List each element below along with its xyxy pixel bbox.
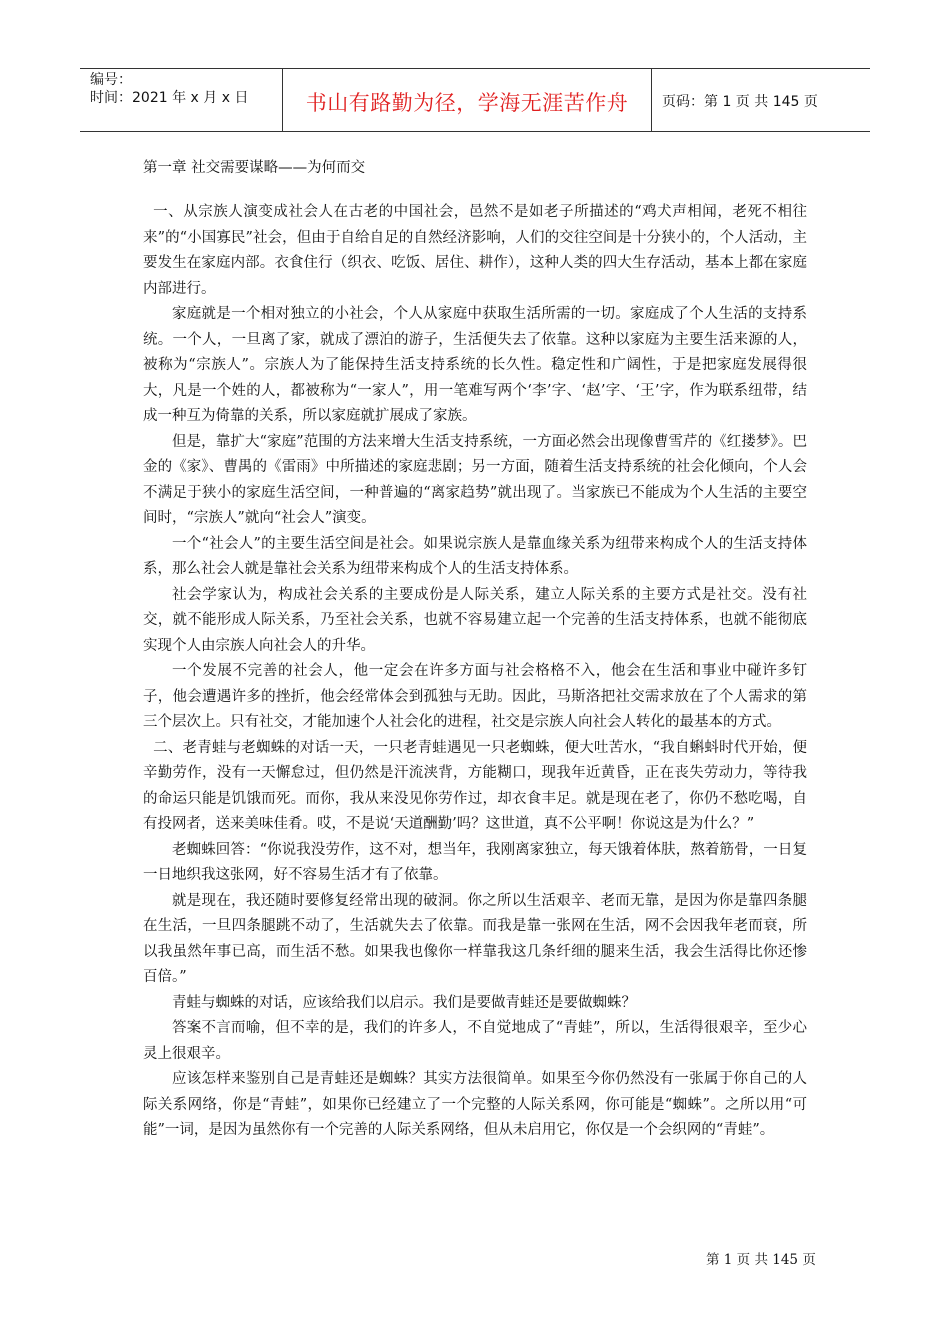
paragraph: 一个发展不完善的社会人，他一定会在许多方面与社会格格不入，他会在生活和事业中碰许多钉子，他会遭遇许多的挫折，他会经常体会到孤独与无助。因此，马斯洛把社交需求放在了个人需求的第三个层次上。只有社交，才能加速个人社会化的进程，社交是宗族人向社会人转化的最基本的方式。: [143, 663, 807, 730]
paragraph: 但是，靠扩大“家庭”范围的方法来增大生活支持系统，一方面必然会出现像曹雪芹的《红搂梦》。巴金的《家》、曹禺的《雷雨》中所描述的家庭悲剧；另一方面，随着生活支持系统的社会化倾向，个人会不满足于狭小的家庭生活空间，一种普遍的“离家趋势”就出现了。当家族已不能成为个人生活的主要空间时，“宗族人”就向“社会人”演变。: [143, 433, 807, 526]
page-header: [80, 68, 870, 132]
document-time-label: 时间：2021 年 x 月 x 日: [90, 90, 249, 106]
paragraph: 一、从宗族人演变成社会人在古老的中国社会，邑然不是如老子所描述的“鸡犬声相闻，老死不相往来”的“小国寡民”社会，但由于自给自足的自然经济影响，人们的交往空间是十分狭小的，个人活动，主要发生在家庭内部。衣食住行（织衣、吃饭、居住、耕作），这种人类的四大生存活动，基本上都在家庭内部进行。: [143, 204, 807, 297]
chapter-title: 第一章 社交需要谋略——为何而交: [143, 160, 366, 176]
paragraph: 一个“社会人”的主要生活空间是社会。如果说宗族人是靠血缘关系为纽带来构成个人的生活支持体系，那么社会人就是靠社会关系为纽带来构成个人的生活支持体系。: [143, 535, 807, 577]
paragraph: 家庭就是一个相对独立的小社会，个人从家庭中获取生活所需的一切。家庭成了个人生活的支持系统。一个人，一旦离了家，就成了漂泊的游子，生活便失去了依靠。这种以家庭为主要生活来源的人，被称为“宗族人”。宗族人为了能保持生活支持系统的长久性。稳定性和广阔性，于是把家庭发展得很大，凡是一个姓的人，都被称为“一家人”，用一笔难写两个‘李’字、‘赵’字、‘王’字，作为联系纽带，结成一种互为倚靠的关系，所以家庭就扩展成了家族。: [143, 306, 807, 424]
header-left-cell: [80, 69, 280, 131]
header-page-info: 页码：第 1 页 共 145 页: [662, 94, 818, 110]
document-body: [143, 200, 807, 1144]
page-footer: 第 1 页 共 145 页: [706, 1252, 816, 1268]
document-number-label: 编号：: [90, 72, 132, 88]
paragraph: 社会学家认为，构成社会关系的主要成份是人际关系，建立人际关系的主要方式是社交。没有社交，就不能形成人际关系，乃至社会关系，也就不容易建立起一个完善的生活支持体系，也就不能彻底实现个人由宗族人向社会人的升华。: [143, 586, 807, 654]
paragraph: 应该怎样来鉴别自己是青蛙还是蜘蛛？其实方法很简单。如果至今你仍然没有一张属于你自己的人际关系网络，你是“青蛙”，如果你已经建立了一个完整的人际关系网，你可能是“蜘蛛”。之所以用“可能”一词，是因为虽然你有一个完善的人际关系网络，但从未启用它，你仅是一个会织网的“青蛙”。: [143, 1071, 807, 1138]
paragraph: 就是现在，我还随时要修复经常出现的破洞。你之所以生活艰辛、老而无靠，是因为你是靠四条腿在生活，一旦四条腿跳不动了，生活就失去了依靠。而我是靠一张网在生活，网不会因我年老而衰，所以我虽然年事已高，而生活不愁。如果我也像你一样靠我这几条纤细的腿来生活，我会生活得比你还惨百倍。”: [143, 892, 807, 985]
paragraph: 答案不言而喻，但不幸的是，我们的许多人，不自觉地成了“青蛙”，所以，生活得很艰辛，至少心灵上很艰辛。: [143, 1020, 807, 1062]
paragraph: 青蛙与蜘蛛的对话，应该给我们以启示。我们是要做青蛙还是要做蜘蛛？: [172, 994, 636, 1011]
paragraph: 老蜘蛛回答：“你说我没劳作，这不对，想当年，我刚离家独立，每天饿着体肤，熬着筋骨，一日复一日地织我这张网，好不容易生活才有了依靠。: [143, 841, 807, 883]
paragraph: 二、老青蛙与老蜘蛛的对话一天，一只老青蛙遇见一只老蜘蛛，便大吐苦水，“我自蝌蚪时代开始，便辛勤劳作，没有一天懈怠过，但仍然是汗流浃背，方能糊口，现我年近黄昏，正在丧失劳动力，等待我的命运只能是饥饿而死。而你，我从来没见你劳作过，却衣食丰足。就是现在老了，你仍不愁吃喝，自有投网者，送来美味佳肴。哎，不是说‘天道酬勤’吗？这世道，真不公平啊！你说这是为什么？”: [143, 739, 807, 832]
header-motto-cell: [282, 69, 652, 131]
header-motto: 书山有路勤为径，学海无涯苦作舟: [305, 91, 629, 115]
